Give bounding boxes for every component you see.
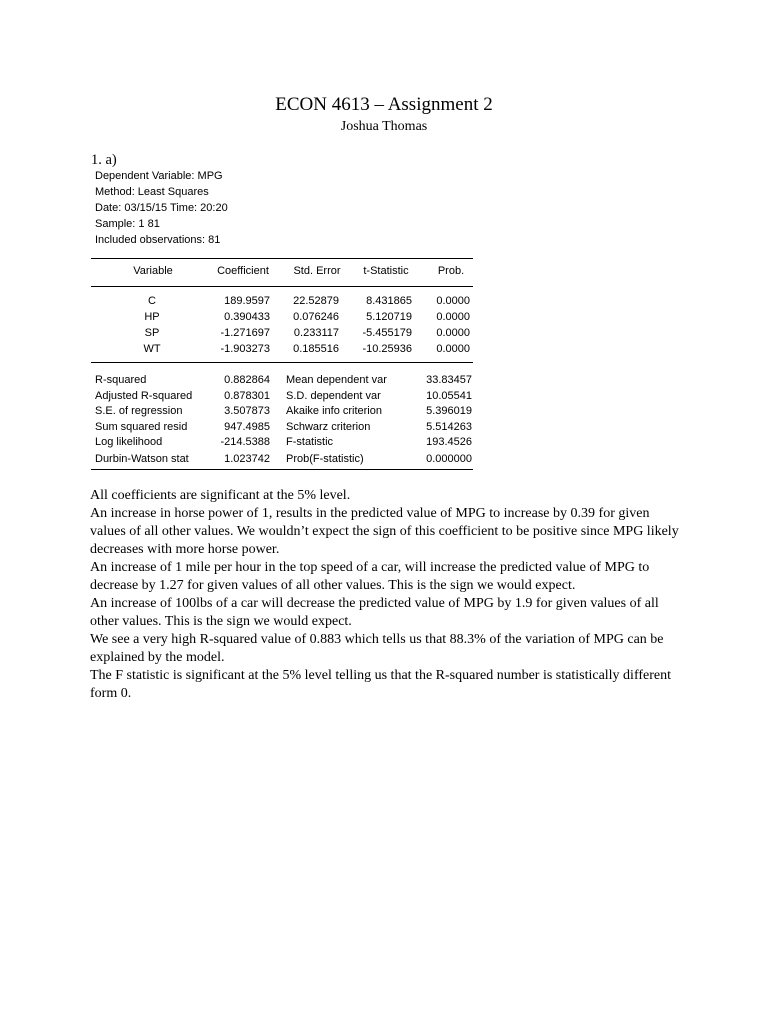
stat-label: Adjusted R-squared [95, 390, 193, 402]
paragraph: An increase in horse power of 1, results in the predicted value of MPG to increase by 0.39 for given values of all other values. We wouldn’t expect the sign of this coefficient to be positive since MPG likely decreases with more horse power. [90, 506, 679, 557]
stat-value: 0.882864 [224, 374, 270, 386]
header-rule [91, 286, 473, 287]
paragraph: We see a very high R-squared value of 0.883 which tells us that 88.3% of the variation of MPG can be explained by the model. [90, 632, 664, 665]
observations-line: Included observations: 81 [95, 234, 221, 246]
stat-value: 33.83457 [426, 374, 472, 386]
stat-value: -214.5388 [220, 436, 270, 448]
coefficient-value: 0.390433 [224, 311, 270, 323]
prob-value: 0.0000 [436, 311, 470, 323]
prob-value: 0.0000 [436, 327, 470, 339]
std-error-value: 0.185516 [293, 343, 339, 355]
table-bottom-rule [91, 469, 473, 470]
stat-value: 1.023742 [224, 453, 270, 465]
question-number: 1. a) [91, 152, 117, 168]
column-header-t-statistic: t-Statistic [363, 265, 409, 277]
t-statistic-value: -5.455179 [362, 327, 412, 339]
dependent-variable-line: Dependent Variable: MPG [95, 170, 223, 182]
stat-label: Log likelihood [95, 436, 163, 448]
coefficients-bottom-rule [91, 362, 473, 363]
std-error-value: 0.076246 [293, 311, 339, 323]
stat-value: 0.000000 [426, 453, 472, 465]
column-header-std-error: Std. Error [293, 265, 341, 277]
stat-label: Durbin-Watson stat [95, 453, 189, 465]
stat-label: Mean dependent var [286, 374, 387, 386]
t-statistic-value: 5.120719 [366, 311, 412, 323]
stat-value: 5.396019 [426, 405, 472, 417]
stat-value: 947.4985 [224, 421, 270, 433]
stat-value: 10.05541 [426, 390, 472, 402]
stat-value: 193.4526 [426, 436, 472, 448]
column-header-coefficient: Coefficient [217, 265, 269, 277]
stat-label: Akaike info criterion [286, 405, 382, 417]
std-error-value: 0.233117 [293, 327, 339, 339]
stat-label: Schwarz criterion [286, 421, 371, 433]
coefficient-value: -1.271697 [220, 327, 270, 339]
stat-value: 0.878301 [224, 390, 270, 402]
interpretation-text [90, 487, 680, 703]
prob-value: 0.0000 [436, 343, 470, 355]
paragraph: The F statistic is significant at the 5% level telling us that the R-squared number is statistically different form 0. [90, 668, 671, 701]
stat-value: 5.514263 [426, 421, 472, 433]
column-header-prob: Prob. [437, 265, 465, 277]
paragraph: All coefficients are significant at the 5% level. [90, 488, 351, 503]
paragraph: An increase of 100lbs of a car will decrease the predicted value of MPG by 1.9 for given values of all other values. This is the sign we would expect. [90, 596, 659, 629]
t-statistic-value: 8.431865 [366, 295, 412, 307]
table-top-rule [91, 258, 473, 259]
document-title: ECON 4613 – Assignment 2 [275, 94, 493, 115]
variable-name: SP [144, 327, 160, 339]
variable-name: C [148, 295, 156, 307]
sample-line: Sample: 1 81 [95, 218, 160, 230]
coefficient-value: -1.903273 [220, 343, 270, 355]
method-line: Method: Least Squares [95, 186, 209, 198]
coefficient-value: 189.9597 [224, 295, 270, 307]
prob-value: 0.0000 [436, 295, 470, 307]
date-time-line: Date: 03/15/15 Time: 20:20 [95, 202, 228, 214]
t-statistic-value: -10.25936 [362, 343, 412, 355]
author-name: Joshua Thomas [340, 119, 428, 134]
std-error-value: 22.52879 [293, 295, 339, 307]
stat-label: R-squared [95, 374, 147, 386]
column-header-variable: Variable [133, 265, 173, 277]
stat-label: Sum squared resid [95, 421, 188, 433]
stat-value: 3.507873 [224, 405, 270, 417]
paragraph: An increase of 1 mile per hour in the top speed of a car, will increase the predicted value of MPG to decrease by 1.27 for given values of all other values. This is the sign we would expect. [90, 560, 650, 593]
variable-name: HP [144, 311, 160, 323]
stat-label: S.D. dependent var [286, 390, 381, 402]
variable-name: WT [143, 343, 161, 355]
stat-label: Prob(F-statistic) [286, 453, 364, 465]
stat-label: S.E. of regression [95, 405, 183, 417]
stat-label: F-statistic [286, 436, 334, 448]
